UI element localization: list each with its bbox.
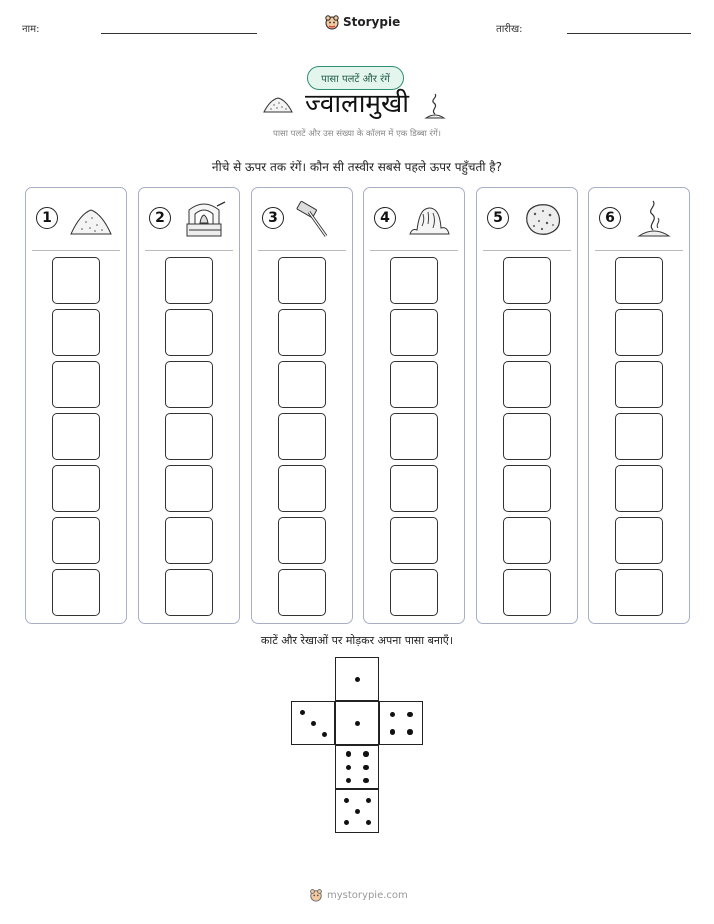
die-pip [366,820,372,826]
die-face [335,745,379,789]
column-header [252,202,352,242]
color-box[interactable] [615,257,663,304]
die-face [335,701,379,745]
column-divider [370,250,458,251]
die-pip [366,798,372,804]
die-pip [346,778,352,784]
color-box[interactable] [390,465,438,512]
color-box[interactable] [503,361,551,408]
column-4 [363,187,465,624]
die-pip [300,710,306,716]
color-box[interactable] [503,257,551,304]
column-3 [251,187,353,624]
brand-logo [324,14,400,30]
die-pip [355,721,361,727]
column-header [26,202,126,242]
column-divider [145,250,233,251]
color-box[interactable] [390,309,438,356]
color-box[interactable] [503,465,551,512]
ash-pile-icon [68,200,114,238]
die-face [379,701,423,745]
die-pip [407,729,413,735]
color-box[interactable] [165,517,213,564]
die-pip [407,712,413,718]
color-box[interactable] [52,361,100,408]
color-box[interactable] [390,569,438,616]
die-pip [346,751,352,757]
color-box[interactable] [52,413,100,460]
die-pip [322,732,328,738]
die-pip [344,820,350,826]
color-box[interactable] [52,465,100,512]
name-line[interactable] [101,33,257,34]
die-pip [355,677,361,683]
color-box[interactable] [503,569,551,616]
color-box[interactable] [503,517,551,564]
column-header [139,202,239,242]
die-pip [311,721,317,727]
color-box[interactable] [52,569,100,616]
color-box[interactable] [390,361,438,408]
column-header [477,202,577,242]
column-divider [483,250,571,251]
column-5 [476,187,578,624]
die-pip [390,729,396,735]
color-box[interactable] [278,309,326,356]
column-2 [138,187,240,624]
color-box[interactable] [52,309,100,356]
column-number: 5 [487,207,509,229]
die-pip [363,751,369,757]
date-label: तारीख: [496,24,523,35]
column-header [364,202,464,242]
steam-vent-icon [424,92,446,120]
column-number: 2 [149,207,171,229]
storypie-mascot-icon [324,14,340,30]
die-face [291,701,335,745]
color-box[interactable] [615,309,663,356]
color-box[interactable] [52,517,100,564]
name-label: नाम: [22,24,40,35]
column-number: 4 [374,207,396,229]
color-box[interactable] [615,413,663,460]
cut-instruction: काटें और रेखाओं पर मोड़कर अपना पासा बनाएँ। [260,634,454,647]
color-box[interactable] [165,465,213,512]
die-face [335,657,379,701]
color-box[interactable] [278,517,326,564]
color-box[interactable] [615,361,663,408]
color-box[interactable] [390,517,438,564]
color-box[interactable] [165,569,213,616]
date-line[interactable] [567,33,691,34]
page-title: ज्वालामुखी [305,89,409,119]
steam-vent-icon [631,200,677,238]
instruction: नीचे से ऊपर तक रंगें। कौन सी तस्वीर सबसे पहले ऊपर पहुँचती है? [211,160,503,174]
footer-url: mystorypie.com [327,889,408,901]
color-box[interactable] [615,517,663,564]
color-box[interactable] [390,413,438,460]
color-box[interactable] [165,257,213,304]
color-box[interactable] [615,569,663,616]
pill-label: पासा पलटें और रंगें [321,74,390,85]
volcanic-rock-icon [519,200,565,238]
column-6 [588,187,690,624]
die-pip [363,778,369,784]
die-face [335,789,379,833]
die-pip [363,765,369,771]
color-box[interactable] [278,569,326,616]
column-divider [595,250,683,251]
column-number: 3 [262,207,284,229]
lava-flow-icon [406,200,452,238]
color-box[interactable] [503,413,551,460]
subtitle: पासा पलटें और उस संख्या के कॉलम में एक डिब्बा रंगें। [273,129,441,139]
color-box[interactable] [165,309,213,356]
die-pip [346,765,352,771]
color-box[interactable] [165,413,213,460]
column-number: 6 [599,207,621,229]
color-box[interactable] [503,309,551,356]
color-box[interactable] [52,257,100,304]
hammer-icon [294,200,340,238]
furnace-icon [181,200,227,238]
column-divider [32,250,120,251]
column-header [589,202,689,242]
column-1 [25,187,127,624]
color-box[interactable] [165,361,213,408]
brand-name: Storypie [343,15,401,29]
die-pip [390,712,396,718]
die-pip [344,798,350,804]
color-box[interactable] [390,257,438,304]
column-number: 1 [36,207,58,229]
color-box[interactable] [278,465,326,512]
footer [309,888,408,902]
die-pip [355,809,361,815]
color-box[interactable] [278,257,326,304]
storypie-mascot-icon [309,888,323,902]
color-box[interactable] [278,361,326,408]
column-divider [258,250,346,251]
color-box[interactable] [278,413,326,460]
color-box[interactable] [615,465,663,512]
